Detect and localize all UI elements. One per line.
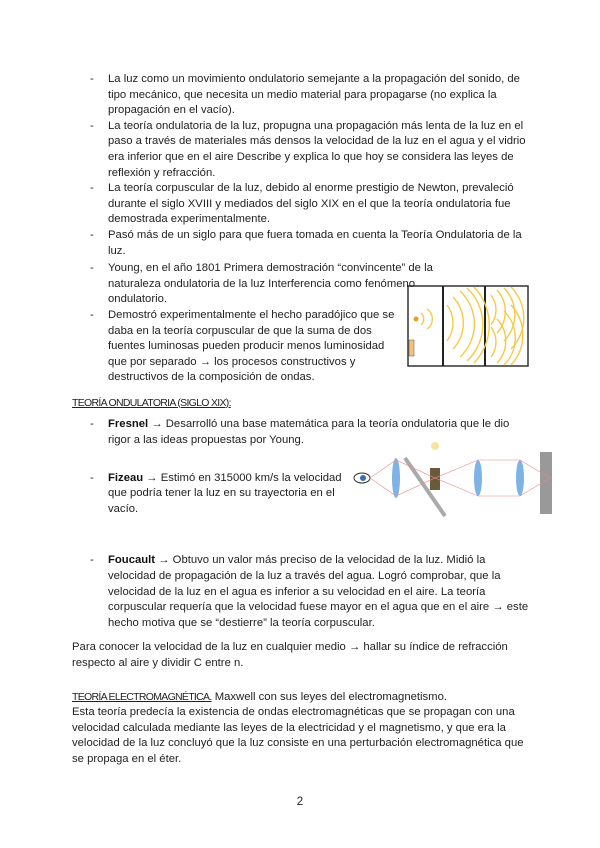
document-body <box>72 72 532 768</box>
heading-text: TEORÍA ONDULATORIA (SIGLO XIX): <box>72 396 231 409</box>
bullet-list-top <box>72 72 532 259</box>
heading-intro: Maxwell con sus leyes del electromagnetismo. <box>214 690 448 703</box>
demostro-item <box>90 308 400 386</box>
foucault-item <box>90 553 530 631</box>
item-text: Demostró experimentalmente el hecho paradójico que se daba en la teoría corpuscular de que la suma de dos fuentes luminosas pueden producir menos luminosidad que por separado → los procesos constructivos y destructivos de la composición de ondas. <box>108 308 395 384</box>
dash: - <box>90 182 94 195</box>
item-name: Fizeau <box>108 471 144 484</box>
fresnel-item <box>90 417 530 448</box>
electromagnetica-section <box>72 690 532 768</box>
section-heading-ondulatoria <box>72 396 532 412</box>
dash: - <box>90 471 94 484</box>
item-text: Pasó más de un siglo para que fuera tomada en cuenta la Teoría Ondulatoria de la luz. <box>108 228 522 257</box>
page-number: 2 <box>296 796 304 808</box>
item-text: → Obtuvo un valor más preciso de la velocidad de la luz. Midió la velocidad de propagación de la luz a través del agua. Logró comprobar, que la velocidad de la luz en el agua es inferior a su velocidad en el aire. La teoría corpuscular requería que la velocidad fuese mayor en el agua que en el aire → este hecho motiva que se “destierre” la teoría corpuscular. <box>108 554 529 629</box>
dash: - <box>90 308 94 321</box>
item-text: Young, en el año 1801 Primera demostración “convincente” de la naturaleza ondulatoria de la luz Interferencia como fenómeno ondulatorio. <box>108 262 433 306</box>
young-item <box>90 261 468 308</box>
list-item <box>90 228 532 259</box>
dash: - <box>90 73 94 85</box>
item-text: → Estimó en 315000 km/s la velocidad que podría tener la luz en su trayectoria en el vacío. <box>108 471 342 515</box>
refraction-paragraph: Para conocer la velocidad de la luz en cualquier medio → hallar su índice de refracción respecto al aire y dividir C entre n. <box>72 641 508 669</box>
list-item <box>90 119 532 181</box>
dash: - <box>90 554 94 567</box>
item-name: Fresnel <box>108 418 149 431</box>
list-item <box>90 72 532 119</box>
item-text: → Desarrolló una base matemática para la teoría ondulatoria que le dio rigor a las ideas propuestas por Young. <box>108 418 510 447</box>
item-name: Foucault <box>108 554 156 567</box>
fizeau-item <box>90 471 342 518</box>
item-text: La teoría ondulatoria de la luz, propugna una propagación más lenta de la luz en el paso a través de materiales más densos la velocidad de la luz en el agua y el vidrio era inferior que en el aire Describe y explica lo que hoy se considera las leyes de reflexión y refracción. <box>108 119 526 179</box>
item-text: La teoría corpuscular de la luz, debido al enorme prestigio de Newton, prevaleció durante el siglo XVIII y mediados del siglo XIX en el que la teoría ondulatoria fue demostrada experimentalmente. <box>108 182 514 226</box>
dash: - <box>90 418 94 431</box>
section-heading-line <box>72 690 532 706</box>
maxwell-paragraph: Esta teoría predecía la existencia de ondas electromagnéticas que se propagan con una velocidad calculada mediante las leyes de la electricidad y el magnetismo, y que era la velocidad de la luz concluyó que la luz consiste en una perturbación electromagnética que se propaga en el éter. <box>72 706 524 765</box>
item-text: La luz como un movimiento ondulatorio semejante a la propagación del sonido, de tipo mecánico, que necesita un medio material para propagarse (no explica la propagación en el vacío). <box>108 73 520 117</box>
heading-text: TEORÍA ELECTROMAGNÉTICA. <box>72 690 212 703</box>
dash: - <box>90 228 94 241</box>
dash: - <box>90 119 94 132</box>
dash: - <box>90 262 94 275</box>
list-item <box>90 181 532 228</box>
